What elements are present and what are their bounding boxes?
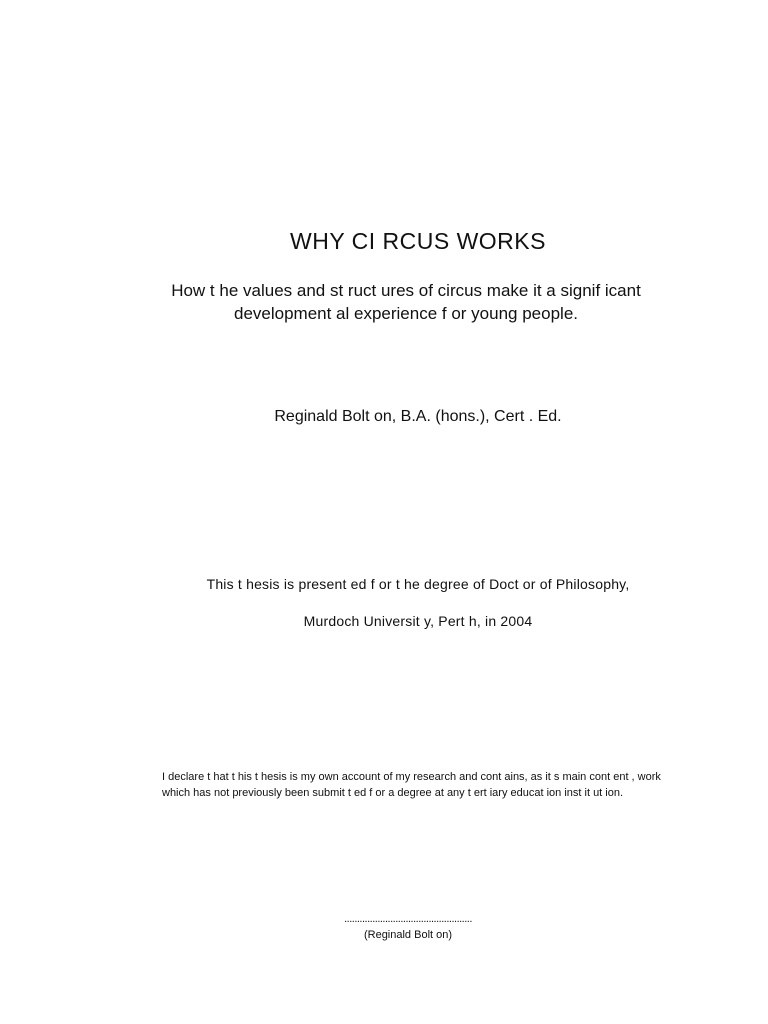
thesis-title: WHY CI RCUS WORKS — [290, 228, 546, 254]
declaration-line-1: I declare t hat t his t hesis is my own account of my research and cont ains, as it s main cont ent , work — [162, 771, 661, 783]
subtitle-line-2: development al experience f or young people. — [233, 304, 578, 323]
declaration-line-2: which has not previously been submit t ed f or a degree at any t ert iary educat ion inst it ut ion. — [162, 787, 624, 799]
signature-dotted-line: .................................................. — [344, 913, 472, 925]
subtitle-line-1: How t he values and st ruct ures of circus make it a signif icant — [171, 281, 641, 300]
university-and-year: Murdoch Universit y, Pert h, in 2004 — [303, 613, 533, 629]
degree-statement: This t hesis is present ed f or t he degree of Doct or of Philosophy, — [206, 576, 630, 592]
signature-name: (Reginald Bolt on) — [363, 929, 453, 941]
thesis-subtitle — [110, 279, 702, 325]
declaration-paragraph — [162, 769, 722, 801]
author-credentials: Reginald Bolt on, B.A. (hons.), Cert . Ed. — [274, 408, 562, 425]
